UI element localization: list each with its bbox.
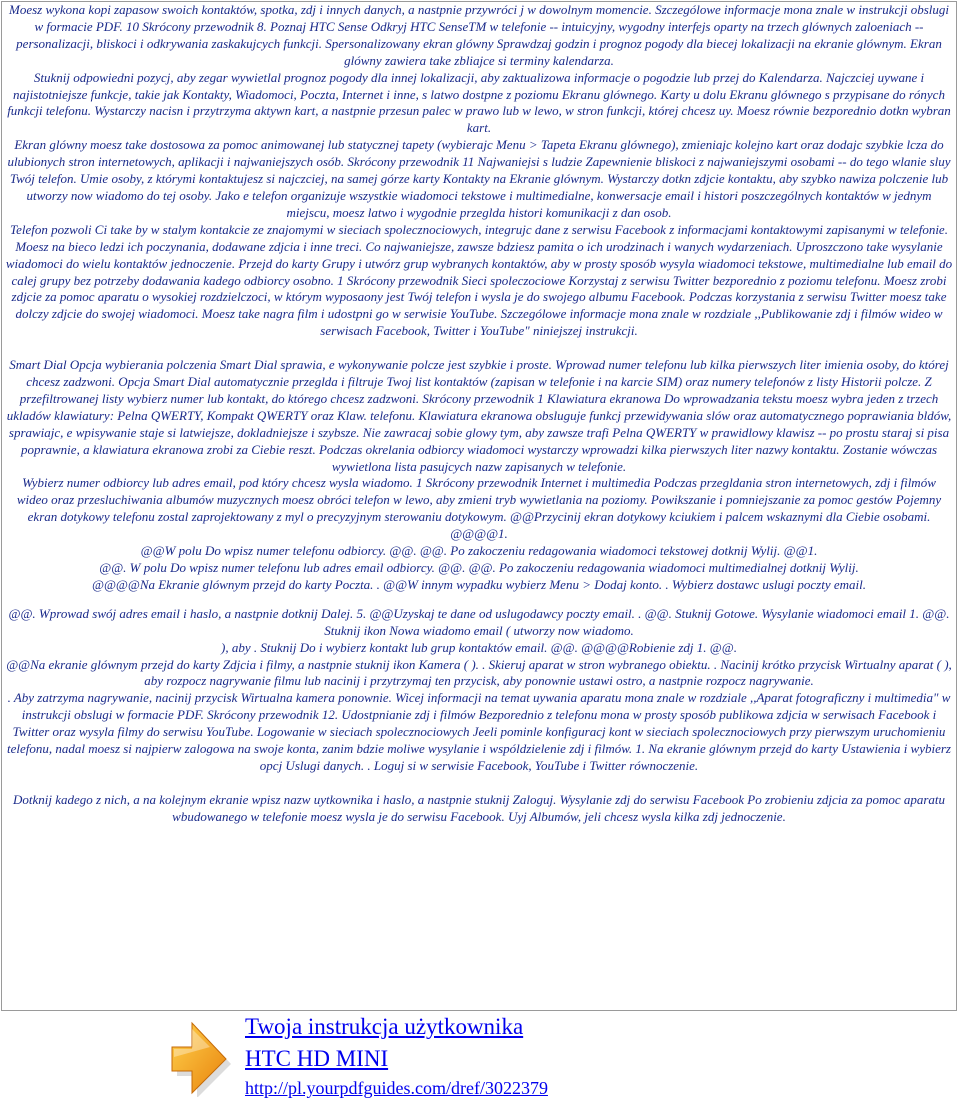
- orange-arrow-icon: [160, 1019, 232, 1097]
- paragraph-6: Wybierz numer odbiorcy lub adres email, pod który chcesz wysla wiadomo. 1 Skrócony przewodnik Internet i multimedia Podczas przegldania stron internetowych, zdj i filmów wideo oraz przesluchiwania albumów muzycznych moesz obróci telefon w lewo, aby zmieni tryb wywietlania na poziomy. Powikszanie i pomniejszanie za pomoc gestów Pojemny ekran dotykowy telefonu zostal zaprojektowany z myl o precyzyjnym sterowaniu dotykowym. @@Przycinij ekran dotykowy kciukiem i palcem wskaznymi dla Ciebie osobami. @@@@1.: [16, 475, 942, 542]
- model-name-link[interactable]: HTC HD MINI: [245, 1046, 389, 1071]
- paragraph-14: Dotknij kadego z nich, a na kolejnym ekranie wpisz nazw uytkownika i haslo, a nastpnie stuknij Zaloguj. Wysylanie zdj do serwisu Facebook Po zrobieniu zdjcia za pomoc aparatu wbudowanego w telefonie moesz wysla je do serwisu Facebook. Uyj Albumów, jeli chcesz wysla kilka zdj jednoczenie.: [12, 791, 946, 824]
- paragraph-5: Smart Dial Opcja wybierania polczenia Smart Dial sprawia, e wykonywanie polcze jest szybkie i proste. Wprowad numer telefonu lub kilka pierwszych liter imienia osoby, do której chcesz zadzwoni. Opcja Smart Dial automatycznie przeglda i filtruje Twoj list kontaktów (zapisan w telefonie i na karcie SIM) oraz numery telefonów z listy Historii polcze. Z przefiltrowanej listy wybierz numer lub kontakt, do którego chcesz zadzwoni. Skrócony przewodnik 1 Klawiatura ekranowa Do wprowadzania tekstu moesz wybra jeden z trzech ukladów klawiatury: Pelna QWERTY, Kompakt QWERTY oraz Klaw. telefonu. Klawiatura ekranowa obsluguje funkcj przewidywania slów oraz automatycznego poprawiania bldów, sprawiajc, e wpisywanie staje si latwiejsze, dokladniejsze i szybsze. Nie zawracaj sobie glowy tym, aby zawsze trafi Pelna QWERTY w prawidlowy klawisz -- po prostu staraj si pisa poprawnie, a klawiatura ekranowa zrobi za Ciebie reszt. Podczas okrelania odbiorcy wiadomoci wystarczy wprowadzi kilka pierwszych liter nazwy kontaktu. Zostanie wówczas wywietlona lista pasujcych nazw zapisanych w telefonie.: [6, 357, 952, 474]
- paragraph-gap: [5, 775, 953, 792]
- paragraph-11: ), aby . Stuknij Do i wybierz kontakt lub grup kontaktów email. @@. @@@@Robienie zdj 1. @@.: [221, 639, 737, 655]
- document-page: [1, 1, 957, 1011]
- manual-url-link[interactable]: http://pl.yourpdfguides.com/dref/3022379: [245, 1078, 548, 1098]
- paragraph-4: Telefon pozwoli Ci take by w stalym kontakcie ze znajomymi w sieciach spolecznociowych, integrujc dane z serwisu Facebook z informacjami kontaktowymi zapisanymi w telefonie. Moesz na bieco ledzi ich poczynania, dodawane zdjcia i inne treci. Co najwaniejsze, zawsze bdziesz pamita o ich urodzinach i wanych wydarzeniach. Uproszczono take wysylanie wiadomoci do wielu kontaktów jednoczenie. Przejd do karty Grupy i utwórz grup wybranych kontaktów, aby w prosty sposób wysyla wiadomoci tekstowe, multimedialne lub email do calej grupy bez potrzeby dodawania kadego odbiorcy osobno. 1 Skrócony przewodnik Sieci spoleczociowe Korzystaj z serwisu Twitter bezporednio z poziomu telefonu. Moesz zrobi zdjcie za pomoc aparatu o wysokiej rozdzielczoci, w którym wyposaony jest Twój telefon i wysla je do swojego albumu Facebook. Podczas korzystania z serwisu Twitter moesz take dolczy zdjcie do swojej wiadomoci. Moesz take nagra film i udostpni go w serwisie YouTube. Szczególowe informacje mona znale w rozdziale ,,Publikowanie zdj i filmów wideo w serwisach Facebook, Twitter i YouTube" niniejszej instrukcji.: [5, 221, 953, 339]
- paragraph-9: @@@@Na Ekranie glównym przejd do karty Poczta. . @@W innym wypadku wybierz Menu > Dodaj konto. . Wybierz dostawc uslugi poczty email.: [91, 576, 866, 592]
- paragraph-gap: [5, 340, 953, 357]
- paragraph-gap: [5, 594, 953, 606]
- paragraph-13: . Aby zatrzyma nagrywanie, nacinij przycisk Wirtualna kamera ponownie. Wicej informacji na temat uywania aparatu mona znale w rozdziale ,,Aparat fotograficzny i multimedia" w instrukcji obslugi w formacie PDF. Skrócony przewodnik 12. Udostpnianie zdj i filmów Bezporednio z telefonu mona w prosty sposób publikowa zdjcia w serwisach Facebook i Twitter oraz wysyla filmy do serwisu YouTube. Logowanie w sieciach spolecznociowych Jeeli pominle konfiguracj kont w sieciach spolecznociowych przy pierwszym uruchomieniu telefonu, nadal moesz si najpierw zalogowa na swoje konta, zanim bdzie moliwe wysylanie i wspóldzielenie zdj i filmów. 1. Na ekranie glównym przejd do karty Ustawienia i wybierz opcj Uslugi danych. . Loguj si w serwisie Facebook, YouTube i Twitter równoczenie.: [6, 690, 951, 773]
- paragraph-10: @@. Wprowad swój adres email i haslo, a nastpnie dotknij Dalej. 5. @@Uzyskaj te dane od uslugodawcy poczty email. . @@. Stuknij Gotowe. Wysylanie wiadomoci email 1. @@. Stuknij ikon Nowa wiadomo email ( utworzy now wiadomo.: [8, 605, 950, 638]
- paragraph-12: @@Na ekranie glównym przejd do karty Zdjcia i filmy, a nastpnie stuknij ikon Kamera ( ). . Skieruj aparat w stron wybranego obiektu. . Nacinij krótko przycisk Wirtualny aparat ( ), aby rozpocz nagrywanie filmu lub nacinij i przytrzymaj ten przycisk, aby ponownie ustawi ostro, a nastpnie rozpocz nagrywanie.: [6, 656, 952, 689]
- paragraph-2: Stuknij odpowiedni pozycj, aby zegar wywietlal prognoz pogody dla innej lokalizacji, aby zaktualizowa informacje o pogodzie lub przej do Kalendarza. Najczciej uywane i najistotniejsze funkcje, takie jak Kontakty, Wiadomoci, Poczta, Internet i inne, s latwo dostpne z poziomu Ekranu glównego. Karty u dolu Ekranu glównego s przypisane do rónych funkcji telefonu. Wystarczy nacisn i przytrzyma aktywn kart, a nastpnie przesun palec w prawo lub w lewo, w stron funkcji, której chcesz uy. Moesz równie bezporednio dotkn wybran kart.: [7, 69, 951, 136]
- paragraph-7: @@W polu Do wpisz numer telefonu odbiorcy. @@. @@. Po zakoczeniu redagowania wiadomoci tekstowej dotknij Wylij. @@1.: [140, 543, 818, 559]
- manual-title-link[interactable]: Twoja instrukcja użytkownika: [245, 1014, 524, 1039]
- paragraph-1: Moesz wykona kopi zapasow swoich kontaktów, spotka, zdj i innych danych, a nastpnie przywróci j w dowolnym momencie. Szczególowe informacje mona znale w instrukcji obslugi w formacie PDF. 10 Skrócony przewodnik 8. Poznaj HTC Sense Odkryj HTC SenseTM w telefonie -- intuicyjny, wygodny interfejs oparty na trzech glównych zaloeniach -- personalizacji, bliskoci i odkrywania zaskakujcych funkcji. Spersonalizowany ekran glówny Sprawdzaj godzin i prognoz pogody dla biecej lokalizacji na ekranie glównym. Ekran glówny zawiera take zbliajce si terminy kalendarza.: [9, 2, 949, 68]
- paragraph-3: Ekran glówny moesz take dostosowa za pomoc animowanej lub statycznej tapety (wybierajc Menu > Tapeta Ekranu glównego), zmieniajc kolejno kart oraz dodajc szybkie lcza do ulubionych stron internetowych, aplikacji i najwaniejszych osób. Skrócony przewodnik 11 Najwaniejsi s ludzie Zapewnienie bliskoci z najwaniejszymi osobami -- do tego wlanie sluy Twój telefon. Umie osoby, z którymi kontaktujesz si najczciej, na samej górze karty Kontakty na Ekranie glównym. Wystarczy dotkn zdjcie kontaktu, aby szybko nawiza polczenie lub utworzy now wiadomo do tej osoby. Jako e telefon organizuje wszystkie wiadomoci tekstowe i multimedialne, konwersacje email i histori poszczególnych kontaktów w jednym miejscu, moesz latwo i wygodnie przeglda histori komunikacji z dan osob.: [7, 137, 951, 220]
- footer: [160, 1014, 760, 1110]
- document-body: [2, 2, 956, 826]
- paragraph-8: @@. W polu Do wpisz numer telefonu lub adres email odbiorcy. @@. @@. Po zakoczeniu redagowania wiadomoci multimedialnej dotknij Wylij.: [99, 560, 859, 575]
